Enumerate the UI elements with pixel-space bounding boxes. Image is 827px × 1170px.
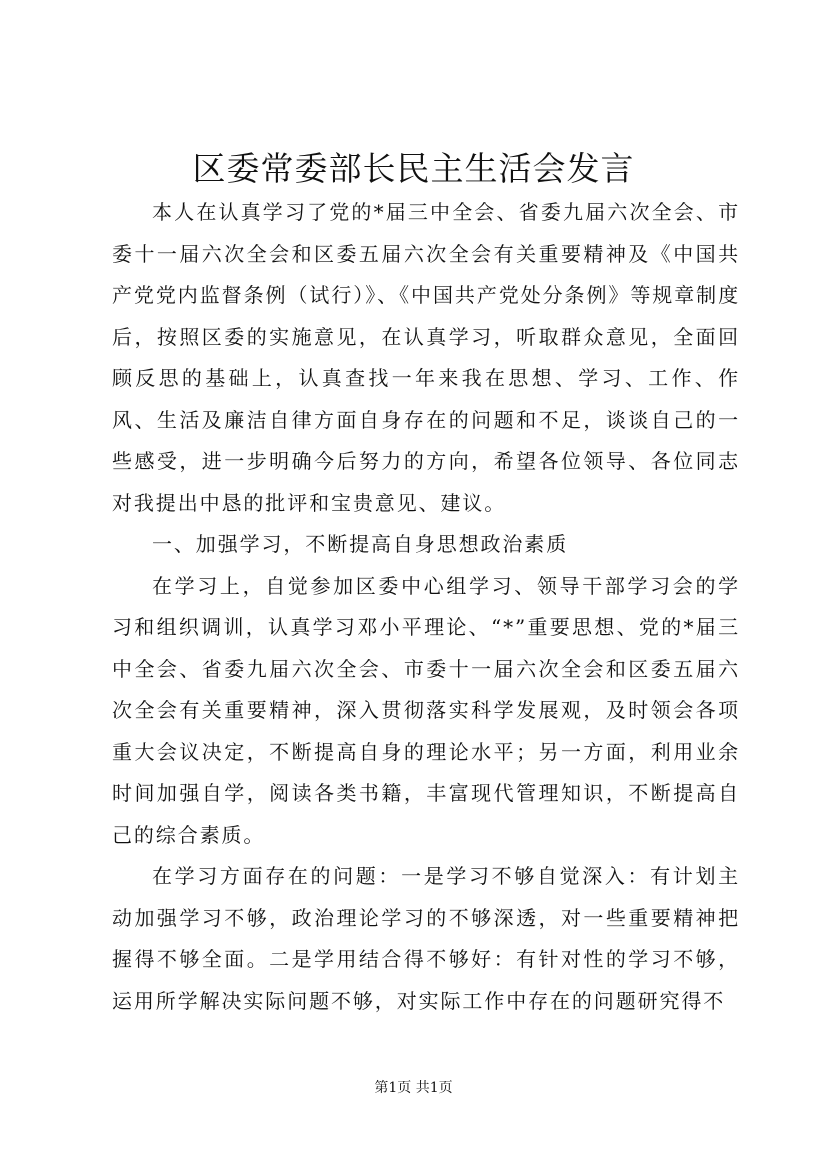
document-body	[112, 192, 740, 1022]
paragraph-study: 在学习上，自觉参加区委中心组学习、领导干部学习会的学习和组织调训，认真学习邓小平理论、“*”重要思想、党的*届三中全会、省委九届六次全会、市委十一届六次全会和区委五届六次全会有关重要精神，深入贯彻落实科学发展观，及时领会各项重大会议决定，不断提高自身的理论水平；另一方面，利用业余时间加强自学，阅读各类书籍，丰富现代管理知识，不断提高自己的综合素质。	[112, 573, 740, 847]
page-number-footer: 第1页 共1页	[374, 1080, 453, 1096]
paragraph-intro: 本人在认真学习了党的*届三中全会、省委九届六次全会、市委十一届六次全会和区委五届六次全会有关重要精神及《中国共产党党内监督条例（试行）》、《中国共产党处分条例》等规章制度后，按照区委的实施意见，在认真学习，听取群众意见，全面回顾反思的基础上，认真查找一年来我在思想、学习、工作、作风、生活及廉洁自律方面自身存在的问题和不足，谈谈自己的一些感受，进一步明确今后努力的方向，希望各位领导、各位同志对我提出中恳的批评和宝贵意见、建议。	[112, 200, 740, 515]
document-title: 区委常委部长民主生活会发言	[192, 149, 635, 188]
section-heading-1: 一、加强学习，不断提高自身思想政治素质	[152, 532, 569, 556]
paragraph-study-problems: 在学习方面存在的问题：一是学习不够自觉深入：有计划主动加强学习不够，政治理论学习的不够深透，对一些重要精神把握得不够全面。二是学用结合得不够好：有针对性的学习不够，运用所学解决实际问题不够，对实际工作中存在的问题研究得不	[112, 864, 740, 1013]
